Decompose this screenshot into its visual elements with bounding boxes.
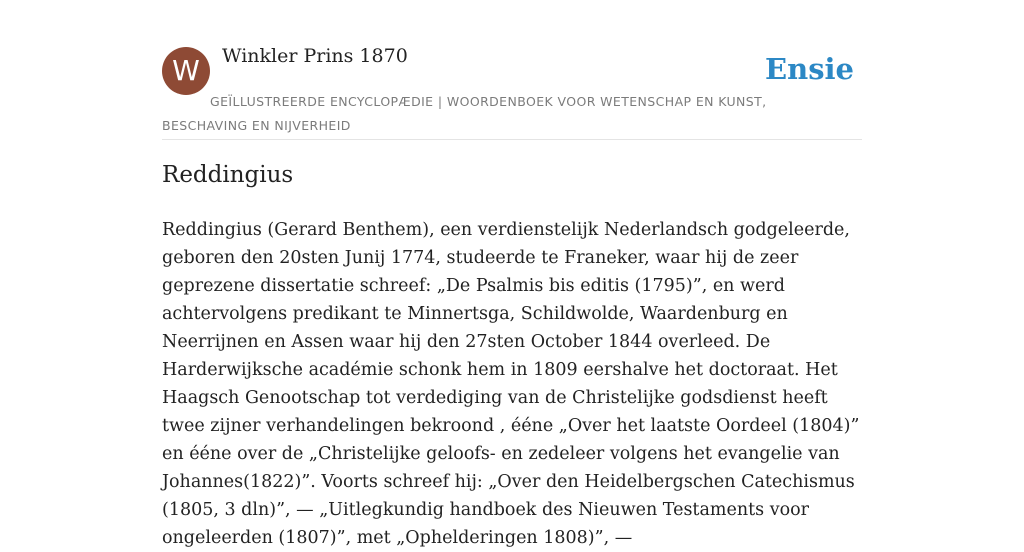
avatar[interactable]: W <box>162 47 210 95</box>
entry-body: Reddingius (Gerard Benthem), een verdienstelijk Nederlandsch godgeleerde, geboren den 20sten Junij 1774, studeerde te Franeker, waar hij de zeer geprezene dissertatie schreef: „De Psalmis bis editis (1795)”, en werd achtervolgens predikant te Minnertsga, Schildwolde, Waardenburg en Neerrijnen en Assen waar hij den 27sten October 1844 overleed. De Harderwijksche académie schonk hem in 1809 eershalve het doctoraat. Het Haagsch Genootschap tot verdediging van de Christelijke godsdienst heeft twee zijner verhandelingen bekroond , ééne „Over het laatste Oordeel (1804)” en ééne over de „Christelijke geloofs- en zedeleer volgens het evangelie van Johannes(1822)”. Voorts schreef hij: „Over den Heidelbergschen Catechismus (1805, 3 dln)”, — „Uitlegkundig handboek des Nieuwen Testaments voor ongeleerden (1807)”, met „Ophelderingen 1808)”, — <box>162 220 860 548</box>
book-title[interactable]: Winkler Prins 1870 <box>222 45 408 67</box>
book-subtitle: GEÏLLUSTREERDE ENCYCLOPÆDIE | WOORDENBOEK VOOR WETENSCHAP EN KUNST, BESCHAVING EN NIJVERHEID <box>162 94 767 133</box>
entry-title: Reddingius <box>162 162 294 188</box>
brand-logo[interactable]: Ensie <box>765 52 854 86</box>
divider <box>162 139 862 140</box>
